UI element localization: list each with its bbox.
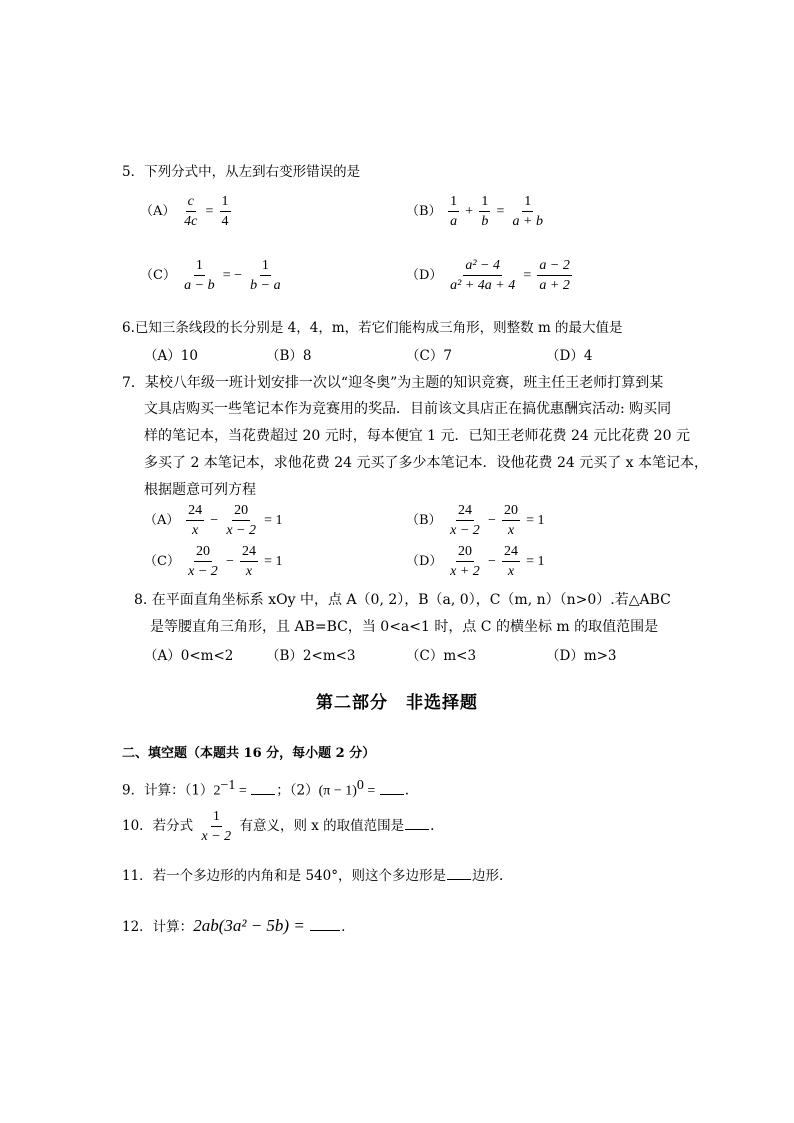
q11: 11．若一个多边形的内角和是 540°，则这个多边形是 边形.: [122, 868, 504, 884]
fraction: $\frac{c}{4c}$: [184, 194, 198, 229]
answer-blank[interactable]: [310, 918, 340, 931]
q8-option-a: （A）0<m<2: [144, 648, 234, 664]
q6-option-c: （C）7: [406, 348, 452, 364]
q5-option-a: （A） $\frac{c}{4c}$ = $\frac{1}{4}$: [140, 194, 229, 229]
q7-option-a: （A） $\frac{24}{x}$ − $\frac{20}{x - 2}$ = 1: [144, 503, 283, 538]
section-heading: 二、填空题（本题共 16 分，每小题 2 分）: [122, 746, 376, 761]
q7-option-d: （D） $\frac{20}{x + 2}$ − $\frac{24}{x}$ = 1: [406, 544, 545, 579]
fraction: $\frac{1}{a + b}$: [512, 194, 543, 229]
answer-blank[interactable]: [251, 782, 275, 795]
fraction: $\frac{20}{x - 2}$: [188, 544, 218, 579]
fraction: $\frac{1}{4}$: [221, 194, 229, 229]
q5-option-c: （C） $\frac{1}{a - b}$ = − $\frac{1}{b - a}$: [140, 258, 281, 293]
q7-line-2: 文具店购买一些笔记本作为竞赛用的奖品．目前该文具店正在搞优惠酬宾活动: 购买同: [144, 401, 672, 417]
option-label: （A）: [140, 204, 176, 219]
q8-option-d: （D）m>3: [546, 648, 617, 664]
q8-line-1: 8. 在平面直角坐标系 xOy 中，点 A（0, 2），B（a, 0），C（m, n）（n>0）.若△ABC: [134, 592, 671, 608]
fraction: $\frac{a - 2}{a + 2}$: [539, 258, 570, 293]
option-label: （B）: [406, 204, 442, 219]
q12: 12．计算：2ab(3a² − 5b) = .: [122, 916, 346, 935]
q7-line-5: 根据题意可列方程: [144, 482, 256, 498]
q7-line-1: 7．某校八年级一班计划安排一次以“迎冬奥”为主题的知识竞赛，班主任王老师打算到某: [122, 375, 664, 391]
option-label: （D）: [406, 554, 443, 569]
q10: 10．若分式 $\frac{1}{x - 2}$ 有意义，则 x 的取值范围是 .: [122, 809, 435, 844]
q8-option-c: （C）m<3: [406, 648, 477, 664]
q5-option-b: （B） $\frac{1}{a}$ + $\frac{1}{b}$ = $\frac{1}{a + b}$: [406, 194, 543, 229]
q7-line-4: 多买了 2 本笔记本，求他花费 24 元买了多少本笔记本．设他花费 24 元买了 x 本笔记本，: [144, 455, 709, 471]
option-label: （A）: [144, 513, 180, 528]
q6-option-d: （D）4: [546, 348, 593, 364]
option-label: （B）: [406, 513, 442, 528]
fraction: $\frac{20}{x}$: [504, 503, 518, 538]
q7-line-3: 样的笔记本，当花费超过 20 元时，每本便宜 1 元．已知王老师花费 24 元比花费 20 元: [144, 428, 690, 444]
q5-stem: 5．下列分式中，从左到右变形错误的是: [122, 164, 361, 180]
answer-blank[interactable]: [447, 867, 471, 880]
q5-option-d: （D） $\frac{\text{a² − 4}}{\text{a² + 4a + 4}}$ = $\frac{a - 2}{a + 2}$: [406, 258, 570, 293]
q7-option-b: （B） $\frac{24}{x - 2}$ − $\frac{20}{x}$ = 1: [406, 503, 545, 538]
q6-stem: 6.已知三条线段的长分别是 4，4，m，若它们能构成三角形，则整数 m 的最大值是: [122, 320, 623, 336]
option-label: （C）: [140, 268, 176, 283]
q9: 9．计算：$(1)2^{-1}$ = ；$(2)(\pi - 1)^0$ = .: [122, 778, 410, 799]
fraction: $\frac{\text{a² − 4}}{\text{a² + 4a + 4}}$: [450, 258, 516, 293]
fraction: $\frac{1}{x - 2}$: [201, 809, 232, 844]
option-label: （D）: [406, 268, 443, 283]
fraction: $\frac{20}{x - 2}$: [226, 503, 256, 538]
option-label: （C）: [144, 554, 180, 569]
fraction: $\frac{1}{b - a}$: [250, 258, 281, 293]
fraction: $\frac{24}{x}$: [504, 544, 518, 579]
q6-option-b: （B）8: [266, 348, 312, 364]
fraction: $\frac{24}{x}$: [242, 544, 256, 579]
fraction: $\frac{1}{a}$: [450, 194, 458, 229]
answer-blank[interactable]: [405, 817, 429, 830]
q8-line-2: 是等腰直角三角形，且 AB=BC，当 0<a<1 时，点 C 的横坐标 m 的取值范围是: [150, 619, 659, 635]
q6-option-a: （A）10: [144, 348, 198, 364]
fraction: $\frac{24}{x}$: [188, 503, 203, 538]
fraction: $\frac{20}{x + 2}$: [450, 544, 480, 579]
fraction: $\frac{24}{x - 2}$: [450, 503, 480, 538]
part2-title: 第二部分 非选择题: [316, 693, 478, 713]
q8-option-b: （B）2<m<3: [266, 648, 356, 664]
fraction: $\frac{1}{a - b}$: [184, 258, 215, 293]
fraction: $\frac{1}{b}$: [481, 194, 489, 229]
q7-option-c: （C） $\frac{20}{x - 2}$ − $\frac{24}{x}$ = 1: [144, 544, 283, 579]
answer-blank[interactable]: [380, 782, 404, 795]
